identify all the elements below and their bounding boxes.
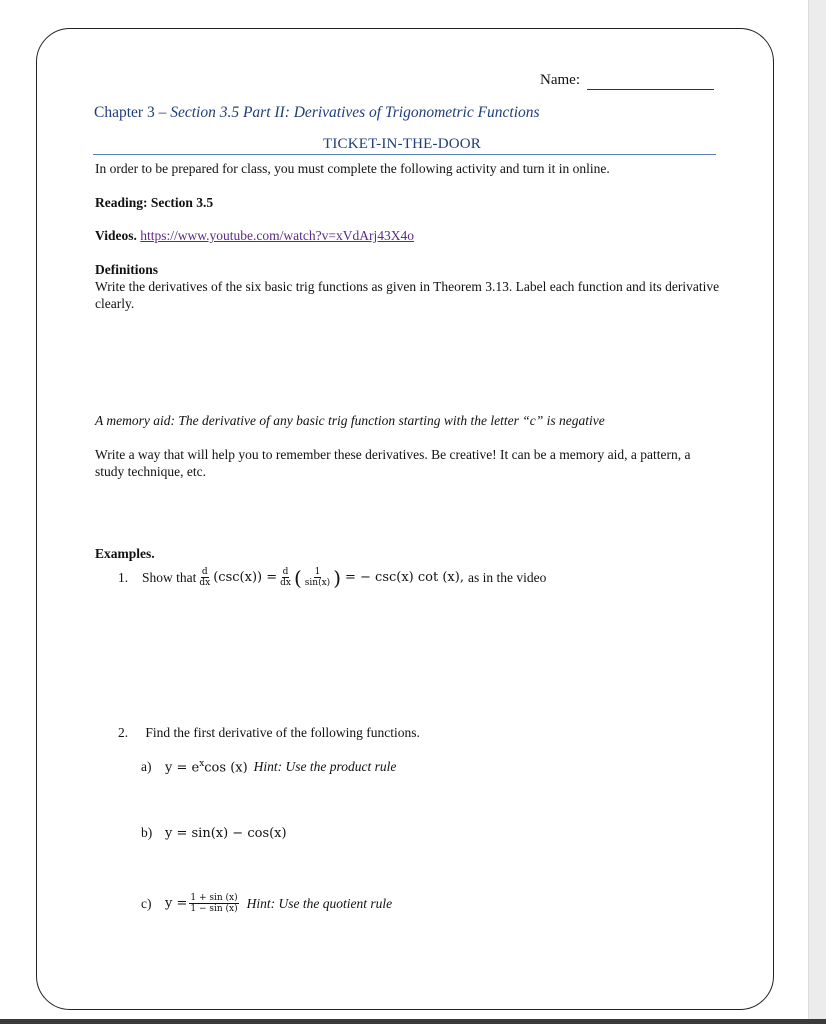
part-c-letter: c) [141, 895, 152, 911]
memory-aid-text: A memory aid: The derivative of any basic trig function starting with the letter “c” is negative [95, 413, 605, 428]
example-2-part-a [141, 759, 396, 775]
chapter-prefix: Chapter 3 – [94, 104, 171, 121]
example-2-part-c [141, 893, 392, 914]
part-c-hint: Hint: Use the quotient rule [246, 895, 393, 911]
title-rule [93, 154, 716, 155]
videos-label: Videos. [95, 228, 137, 243]
part-c-y-equals: y = [165, 896, 188, 911]
example-2-part-b [141, 825, 287, 841]
videos-line [95, 228, 414, 244]
part-a-hint: Hint: Use the product rule [253, 759, 397, 775]
definitions-heading: Definitions [95, 262, 159, 277]
bottom-bar [0, 1019, 826, 1024]
example-1 [118, 567, 546, 588]
definitions-text: Write the derivatives of the six basic trig functions as given in Theorem 3.13. Label each function and its derivative clearly. [95, 279, 720, 311]
part-b-letter: b) [141, 825, 153, 840]
csc-expression: (csc(x)) = [213, 570, 278, 585]
ddx-fraction: $\frac{d}{dx}$ [199, 567, 211, 588]
name-label: Name: [540, 72, 580, 88]
chapter-section-title: Section 3.5 Part II: Derivatives of Trigonometric Functions [170, 104, 540, 121]
part-a-expression: $y = e^x\cos$ (x) [165, 759, 248, 776]
part-c-quotient: $\frac{1 + \sin (x)}{1 - \sin (x)}$ [190, 893, 238, 914]
example-1-result: = − csc(x) cot (x), [345, 570, 464, 585]
right-paren: ) [333, 565, 341, 590]
write-way-text: Write a way that will help you to remember these derivatives. Be creative! It can be a memory aid, a pattern, a study technique, etc. [95, 447, 691, 479]
part-b-expression: y = sin(x) − cos(x) [165, 825, 287, 841]
ticket-title: TICKET-IN-THE-DOOR [323, 136, 482, 152]
example-1-tail: as in the video [467, 569, 547, 585]
part-a-letter: a) [141, 759, 152, 775]
chapter-title [94, 104, 540, 122]
example-1-number: 1. [118, 569, 129, 585]
name-blank-line [587, 89, 714, 90]
intro-text: In order to be prepared for class, you must complete the following activity and turn it in online. [95, 161, 610, 176]
one-over-sin-fraction: $\frac{1}{\sin(x)}$ [304, 567, 331, 588]
examples-heading: Examples. [95, 546, 155, 561]
window-scroll-strip[interactable] [808, 0, 826, 1024]
left-paren: ( [293, 565, 302, 590]
example-1-show-that: Show that [142, 569, 197, 585]
example-2-text: Find the first derivative of the following functions. [145, 725, 420, 740]
video-link[interactable]: https://www.youtube.com/watch?v=xVdArj43X4o [140, 228, 414, 243]
reading-line: Reading: Section 3.5 [95, 195, 214, 210]
ddx-fraction-2: $\frac{d}{dx}$ [280, 567, 291, 588]
example-2 [118, 725, 420, 741]
example-2-number: 2. [118, 725, 129, 740]
